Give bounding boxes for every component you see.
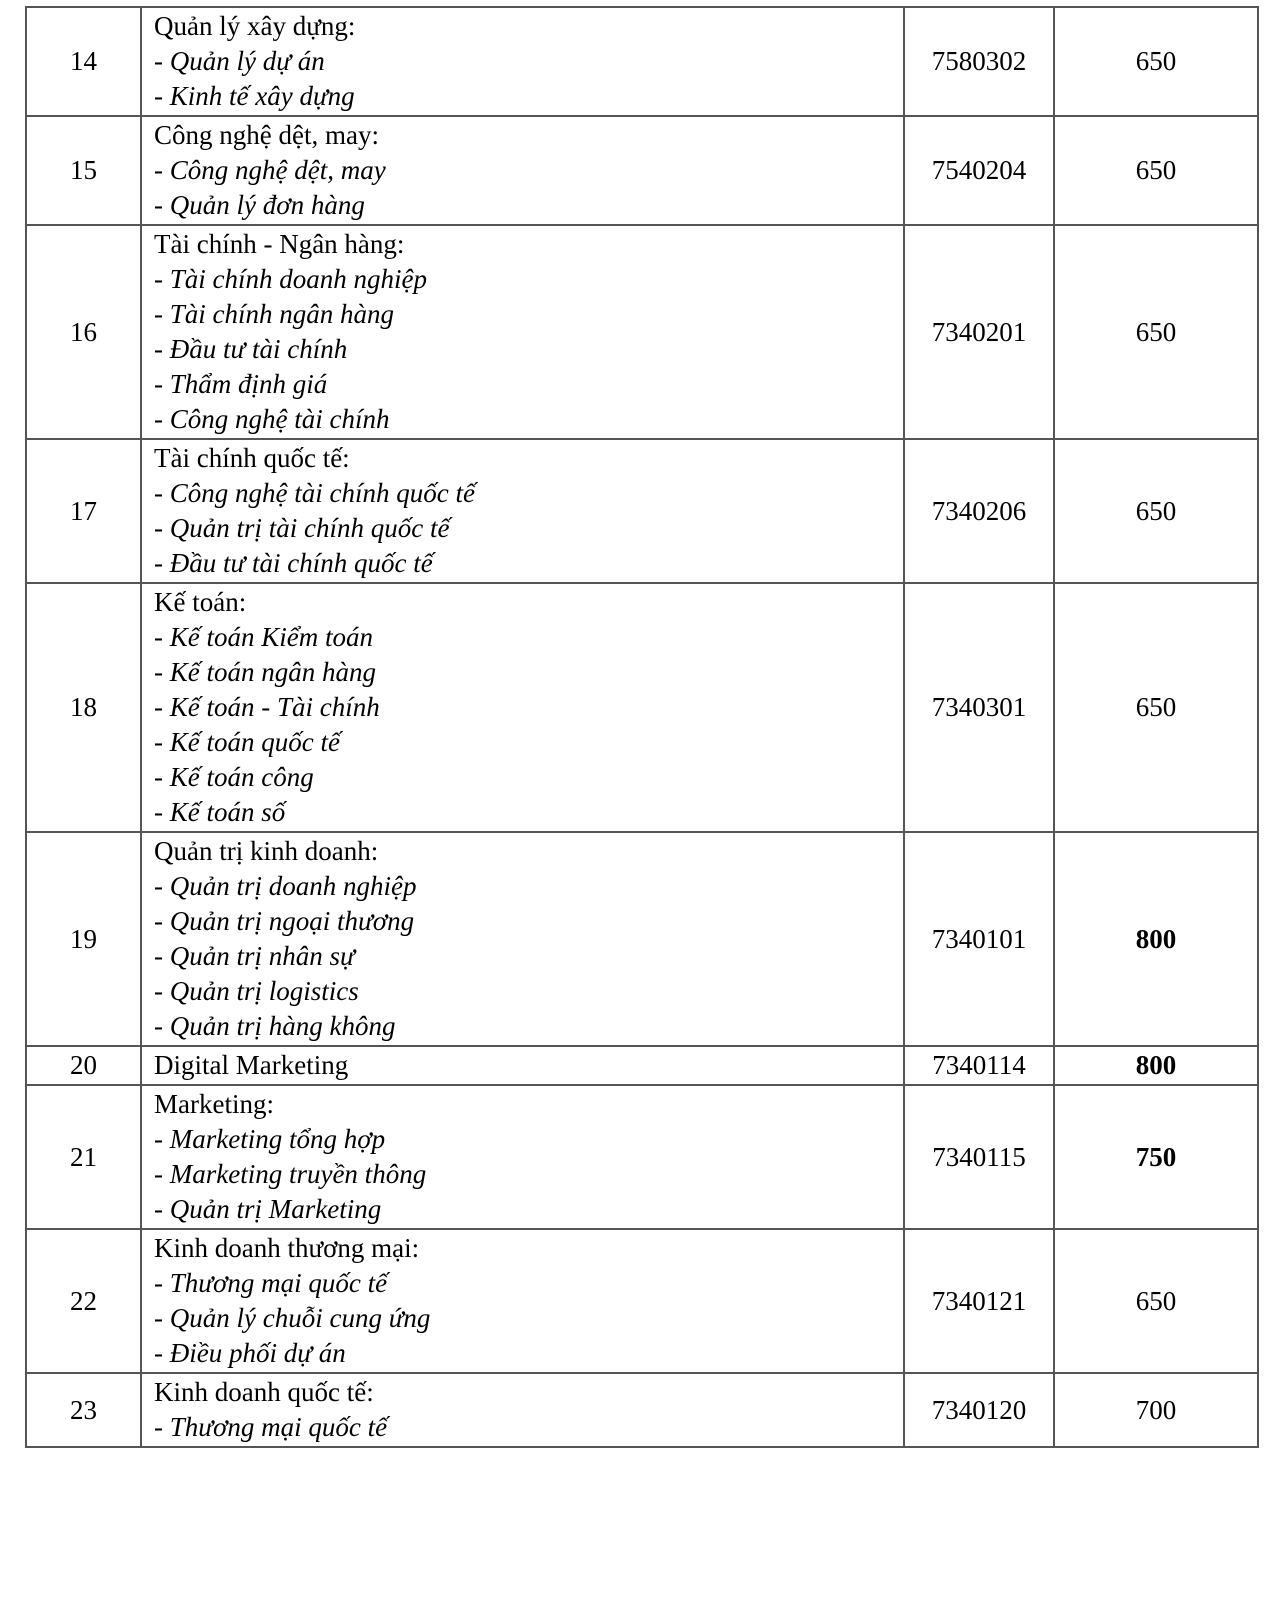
specialization-item: - Kế toán Kiểm toán (154, 622, 373, 652)
row-number: 21 (26, 1085, 141, 1229)
major-title: Kinh doanh quốc tế: (154, 1377, 374, 1407)
major-code: 7340115 (904, 1085, 1054, 1229)
specialization-item: - Thẩm định giá (154, 369, 328, 399)
specialization-item: - Kế toán quốc tế (154, 727, 340, 757)
table-row (26, 7, 1258, 116)
major-name-cell (141, 832, 904, 1046)
majors-table (25, 6, 1259, 1448)
table-row (26, 832, 1258, 1046)
major-name-cell (141, 439, 904, 583)
major-title: Quản lý xây dựng: (154, 11, 356, 41)
specialization-item: - Quản trị hàng không (154, 1011, 396, 1041)
major-title: Kinh doanh thương mại: (154, 1233, 420, 1263)
specialization-item: - Kế toán công (154, 762, 314, 792)
table-row (26, 1373, 1258, 1447)
specialization-item: - Quản trị Marketing (154, 1194, 382, 1224)
major-title: Công nghệ dệt, may: (154, 120, 379, 150)
row-number: 18 (26, 583, 141, 832)
quota-value: 650 (1054, 225, 1258, 439)
specialization-item: - Đầu tư tài chính (154, 334, 348, 364)
major-title: Digital Marketing (154, 1050, 349, 1080)
major-code: 7340121 (904, 1229, 1054, 1373)
major-name-cell (141, 1085, 904, 1229)
row-number: 15 (26, 116, 141, 225)
major-code: 7340114 (904, 1046, 1054, 1085)
specialization-item: - Marketing tổng hợp (154, 1124, 386, 1154)
row-number: 16 (26, 225, 141, 439)
table-row (26, 225, 1258, 439)
specialization-item: - Quản lý dự án (154, 46, 325, 76)
major-title: Kế toán: (154, 587, 247, 617)
specialization-item: - Thương mại quốc tế (154, 1412, 388, 1442)
specialization-item: - Quản trị ngoại thương (154, 906, 415, 936)
major-code: 7340120 (904, 1373, 1054, 1447)
specialization-item: - Công nghệ dệt, may (154, 155, 386, 185)
major-code: 7340101 (904, 832, 1054, 1046)
specialization-item: - Quản trị logistics (154, 976, 359, 1006)
majors-table-body (26, 7, 1258, 1447)
table-row (26, 439, 1258, 583)
specialization-item: - Công nghệ tài chính quốc tế (154, 478, 475, 508)
major-code: 7340206 (904, 439, 1054, 583)
major-name-cell (141, 116, 904, 225)
table-row (26, 1046, 1258, 1085)
quota-value: 650 (1054, 7, 1258, 116)
quota-value: 650 (1054, 583, 1258, 832)
table-row (26, 1229, 1258, 1373)
row-number: 14 (26, 7, 141, 116)
specialization-item: - Điều phối dự án (154, 1338, 346, 1368)
specialization-item: - Đầu tư tài chính quốc tế (154, 548, 433, 578)
row-number: 20 (26, 1046, 141, 1085)
major-title: Tài chính - Ngân hàng: (154, 229, 405, 259)
quota-value: 800 (1054, 832, 1258, 1046)
quota-value: 750 (1054, 1085, 1258, 1229)
major-code: 7540204 (904, 116, 1054, 225)
major-title: Tài chính quốc tế: (154, 443, 350, 473)
specialization-item: - Quản trị nhân sự (154, 941, 355, 971)
specialization-item: - Kế toán ngân hàng (154, 657, 376, 687)
specialization-item: - Kế toán số (154, 797, 286, 827)
major-name-cell (141, 225, 904, 439)
specialization-item: - Kinh tế xây dựng (154, 81, 355, 111)
major-name-cell (141, 1046, 904, 1085)
specialization-item: - Marketing truyền thông (154, 1159, 427, 1189)
quota-value: 650 (1054, 1229, 1258, 1373)
specialization-item: - Quản trị tài chính quốc tế (154, 513, 450, 543)
major-name-cell (141, 1373, 904, 1447)
quota-value: 650 (1054, 439, 1258, 583)
quota-value: 700 (1054, 1373, 1258, 1447)
major-code: 7340301 (904, 583, 1054, 832)
quota-value: 800 (1054, 1046, 1258, 1085)
specialization-item: - Tài chính ngân hàng (154, 299, 394, 329)
row-number: 22 (26, 1229, 141, 1373)
major-name-cell (141, 583, 904, 832)
specialization-item: - Quản lý đơn hàng (154, 190, 365, 220)
specialization-item: - Công nghệ tài chính (154, 404, 390, 434)
table-row (26, 116, 1258, 225)
specialization-item: - Tài chính doanh nghiệp (154, 264, 427, 294)
major-code: 7340201 (904, 225, 1054, 439)
table-row (26, 583, 1258, 832)
specialization-item: - Kế toán - Tài chính (154, 692, 380, 722)
major-title: Quản trị kinh doanh: (154, 836, 379, 866)
major-code: 7580302 (904, 7, 1054, 116)
specialization-item: - Quản lý chuỗi cung ứng (154, 1303, 431, 1333)
row-number: 17 (26, 439, 141, 583)
specialization-item: - Quản trị doanh nghiệp (154, 871, 417, 901)
major-title: Marketing: (154, 1089, 274, 1119)
row-number: 19 (26, 832, 141, 1046)
table-row (26, 1085, 1258, 1229)
quota-value: 650 (1054, 116, 1258, 225)
row-number: 23 (26, 1373, 141, 1447)
specialization-item: - Thương mại quốc tế (154, 1268, 388, 1298)
major-name-cell (141, 1229, 904, 1373)
major-name-cell (141, 7, 904, 116)
